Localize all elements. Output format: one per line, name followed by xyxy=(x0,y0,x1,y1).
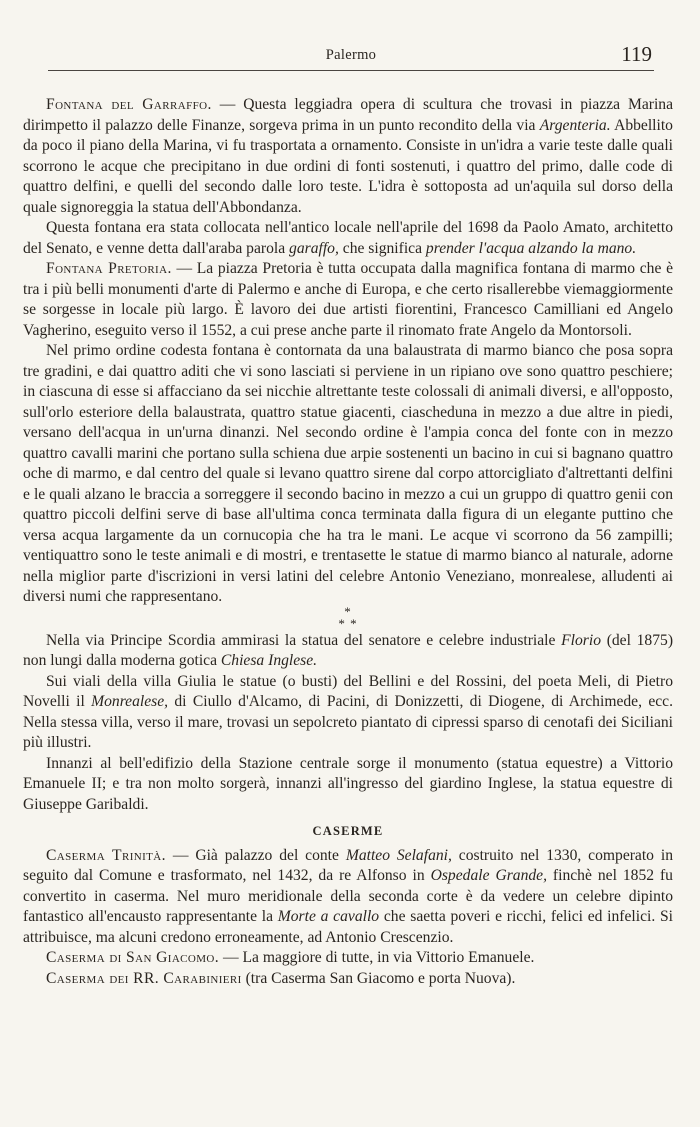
italic-run: Matteo Selafani, xyxy=(345,846,452,864)
text-run: — La piazza Pretoria è tutta occupata dalla magnifica fontana di marmo che è tra i più belli monumenti d'arte di Palermo e anche di Europa, e che certo risallerebbe viemaggiormente se sorgesse in locale più largo. È lavoro dei due artisti fiorentini, Francesco Camilliani ed Angelo Vagherino, eseguito verso il 1552, a cui prese anche parte il rinomato frate Angelo da Montorsoli. xyxy=(23,260,673,339)
text-run: — Questa leggiadra opera di scultura che trovasi in piazza Marina dirimpetto il palazzo delle Finanze, sorgeva prima in un punto recondito della via xyxy=(23,96,673,134)
entry-heading: Fontana Pretoria. xyxy=(46,260,172,277)
italic-run: Florio xyxy=(561,631,601,649)
running-title: Palermo xyxy=(325,47,377,63)
text-run: — Già palazzo del conte xyxy=(165,846,346,864)
text-run: (del 1875) non lungi dalla moderna gotica xyxy=(23,631,674,669)
asterism-bottom: * * xyxy=(338,615,358,631)
italic-run: Argenteria. xyxy=(539,116,611,134)
text-run: costruito nel 1330, comperato in seguito dal Comune e trasformato, nel 1432, da re Alfonso in xyxy=(23,846,673,884)
entry-heading: Caserma di San Giacomo. xyxy=(46,949,220,966)
paragraph-stazione-centrale xyxy=(23,754,673,816)
text-run: Questa fontana era stata collocata nell'antico locale nell'aprile del 1698 da Paolo Amato, architetto del Senato, e venne detta dall'araba parola xyxy=(23,219,673,257)
paragraph-statua-florio xyxy=(23,631,673,672)
text-run: — La maggiore di tutte, in via Vittorio Emanuele. xyxy=(219,949,535,966)
page-number: 119 xyxy=(621,42,652,66)
paragraph-pretoria-description xyxy=(23,341,673,608)
text-run: (tra Caserma San Giacomo e porta Nuova). xyxy=(241,969,516,987)
running-head xyxy=(48,44,654,71)
paragraph-caserma-trinita xyxy=(23,846,673,949)
italic-run: prender l'acqua alzando la mano. xyxy=(425,239,637,257)
text-run: Innanzi al bell'edifizio della Stazione centrale sorge il monumento (statua equestre) a Vittorio Emanuele II; e tra non molto sorgerà, innanzi all'ingresso del giardino Inglese, la statua equestre di Giuseppe Garibaldi. xyxy=(23,754,673,813)
italic-run: Chiesa Inglese. xyxy=(220,652,318,669)
paragraph-caserma-san-giacomo xyxy=(23,948,673,969)
text-run: che saetta poveri e ricchi, felici ed infelici. Si attribuisce, ma alcuni credono erroneamente, ad Antonio Crescenzio. xyxy=(23,908,674,946)
paragraph-garraffo-history xyxy=(23,218,673,259)
text-run: Sui viali della villa Giulia le statue (o busti) del Bellini e del Rossini, del poeta Meli, di Pietro Novelli il xyxy=(23,672,673,710)
italic-run: Monrealese, xyxy=(91,693,169,710)
entry-heading: Caserma Trinità. xyxy=(46,846,166,864)
text-run: finchè nel 1852 fu convertito in caserma. Nel muro meridionale della seconda corte è da vedere un celebre dipinto fantastico all'encausto rappresentante la xyxy=(23,867,673,925)
text-run: Abbellito da poco il piano della Marina, vi fu trasportata a ornamento. Consiste in un'idra a varie teste dalle quali scorrono le acque che precipitano in due ordini di fonti sostenuti, i quattro del primo, dalle code di quattro delfini, e quelli del secondo dalle loro teste. L'idra è sottoposta ad un'aquila sul dorso della quale signoreggia la statua dell'Abbondanza. xyxy=(23,116,673,216)
text-run: di Ciullo d'Alcamo, di Pacini, di Donizzetti, di Diogene, di Archimede, ecc. Nella stessa villa, verso il mare, trovasi un sepolcreto piantato di cipressi sparso di cenotafi dei Siciliani più illustri. xyxy=(23,693,673,751)
asterism-top: * xyxy=(344,603,352,619)
text-run: Nella via Principe Scordia ammirasi la statua del senatore e celebre industriale xyxy=(46,631,562,649)
asterism-divider xyxy=(23,603,673,631)
paragraph-fontana-garraffo xyxy=(23,95,673,218)
section-heading-caserme: CASERME xyxy=(312,824,384,838)
italic-run: Ospedale Grande, xyxy=(430,867,547,884)
body-text xyxy=(23,95,673,989)
text-run: Nel primo ordine codesta fontana è contornata da una balaustrata di marmo bianco che posa sopra tre gradini, e dai quattro aditi che vi sono lasciati si perviene in un ripiano ove sono quattro peschiere; in ciascuna di esse si affacciano da sei nicchie altrettante teste colossali di animali diversi, e all'opposto, sull'orlo esteriore della balaustrata, quattro statue giacenti, ciascheduna in mezzo a due altre in piedi, versano dell'acqua in un'urna dinanzi. Nel secondo ordine è l'ampia conca del fonte con in mezzo quattro cavalli marini che portano sulla schiena due arpie sostenenti un bacino in cui si bagnano quattro oche di marmo, e dal centro del quale si levano quattro sirene dal corpo attorcigliato d'altrettanti delfini e le quali alzano le braccia a sorreggere il secondo bacino in mezzo a cui un gruppo di quattro genii con quattro piccoli delfini serve di base all'ultima conca terminata dalla figura di un elegante puttino che versa acqua largamente da un cornucopia che ha tra le mani. Le acque vi scorrono da 56 zampilli; ventiquattro sono le teste animali e di mostri, e trentasette le statue di marmo bianco al naturale, adorne nella miglior parte d'iscrizioni in versi latini del celebre Antonio Veneziano, monrealese, alludenti ai diversi numi che rappresentano. xyxy=(23,342,673,605)
paragraph-fontana-pretoria xyxy=(23,259,673,341)
entry-heading: Fontana del Garraffo. xyxy=(46,96,212,113)
italic-run: garaffo, xyxy=(289,239,339,257)
italic-run: Morte a cavallo xyxy=(277,908,380,925)
paragraph-caserma-carabinieri xyxy=(23,969,673,990)
entry-heading: Caserma dei RR. Carabinieri xyxy=(46,969,242,987)
text-run: che significa xyxy=(338,239,426,257)
paragraph-villa-giulia xyxy=(23,672,673,754)
